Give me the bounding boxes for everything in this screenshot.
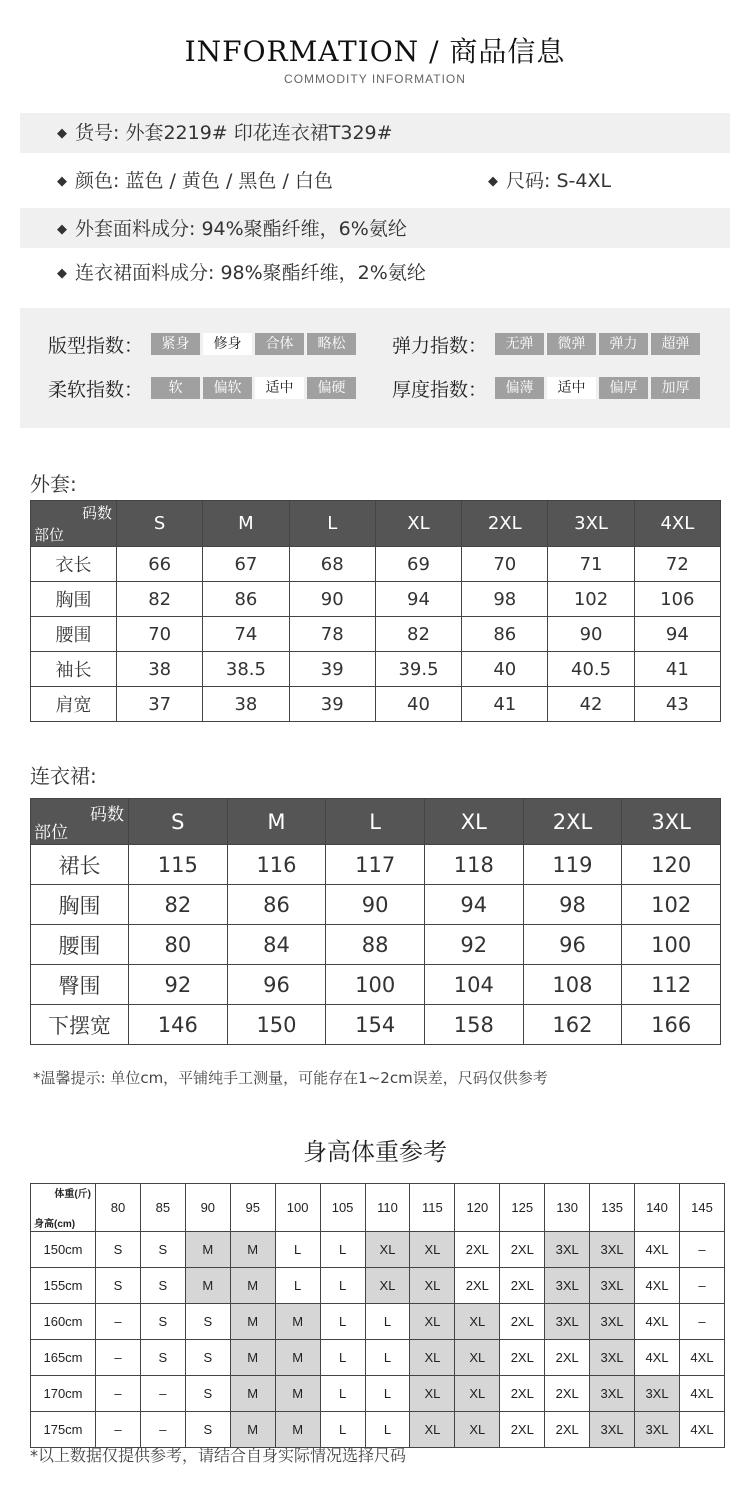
size-cell: L — [320, 1232, 365, 1268]
table-cell: 100 — [622, 925, 721, 965]
index-option: 偏薄 — [495, 377, 544, 399]
height-weight-table — [30, 1183, 725, 1448]
row-label: 裙长 — [31, 845, 129, 885]
size-cell: XL — [455, 1412, 500, 1448]
elasticity-index-options — [495, 333, 700, 355]
table-row — [31, 965, 721, 1005]
table-cell: 39 — [289, 652, 375, 687]
weight-header: 85 — [140, 1184, 185, 1232]
table-cell: 90 — [548, 617, 634, 652]
table-cell: 116 — [227, 845, 326, 885]
bullet-icon: ◆ — [488, 174, 498, 189]
table-cell: 108 — [523, 965, 622, 1005]
table-cell: 39.5 — [375, 652, 461, 687]
elasticity-index-label: 弹力指数： — [392, 335, 488, 357]
page-title: INFORMATION / 商品信息 — [184, 35, 566, 68]
row-label: 袖长 — [31, 652, 117, 687]
table-row — [31, 925, 721, 965]
size-cell: S — [96, 1268, 141, 1304]
table-cell: 86 — [227, 885, 326, 925]
bullet-icon: ◆ — [57, 266, 67, 281]
size-cell: M — [275, 1304, 320, 1340]
size-cell: S — [185, 1376, 230, 1412]
size-cell: – — [96, 1412, 141, 1448]
size-cell: L — [275, 1268, 320, 1304]
size-cell: L — [320, 1340, 365, 1376]
weight-header: 130 — [545, 1184, 590, 1232]
size-cell: – — [679, 1232, 724, 1268]
size-cell: M — [275, 1340, 320, 1376]
size-cell: XL — [410, 1304, 455, 1340]
size-cell: M — [230, 1340, 275, 1376]
table-cell: 94 — [375, 582, 461, 617]
height-label: 155cm — [31, 1268, 96, 1304]
table-cell: 40 — [375, 687, 461, 722]
table-cell: 40.5 — [548, 652, 634, 687]
table-cell: 38.5 — [203, 652, 289, 687]
item-number: ◆ 货号: 外套2219# 印花连衣裙T329# — [57, 122, 393, 144]
table-cell: 106 — [634, 582, 720, 617]
dress-fabric: ◆ 连衣裙面料成分: 98%聚酯纤维，2%氨纶 — [57, 262, 426, 284]
size-cell: M — [230, 1412, 275, 1448]
row-label: 胸围 — [31, 885, 129, 925]
table-cell: 74 — [203, 617, 289, 652]
table-cell: 94 — [424, 885, 523, 925]
table-corner — [31, 799, 129, 845]
table-cell: 120 — [622, 845, 721, 885]
size-cell: 2XL — [500, 1232, 545, 1268]
size-cell: XL — [410, 1376, 455, 1412]
size-header: 4XL — [634, 501, 720, 547]
index-option: 适中 — [547, 377, 596, 399]
table-cell: 69 — [375, 547, 461, 582]
table-cell: 96 — [523, 925, 622, 965]
size-cell: 3XL — [590, 1412, 635, 1448]
row-label: 胸围 — [31, 582, 117, 617]
row-label: 臀围 — [31, 965, 129, 1005]
size-cell: XL — [365, 1232, 410, 1268]
size-cell: XL — [410, 1232, 455, 1268]
index-option: 适中 — [255, 377, 304, 399]
size-range: ◆ 尺码: S-4XL — [488, 170, 612, 192]
table-row — [31, 617, 721, 652]
size-cell: XL — [410, 1412, 455, 1448]
index-option: 紧身 — [151, 333, 200, 355]
size-cell: XL — [410, 1268, 455, 1304]
size-cell: 2XL — [545, 1376, 590, 1412]
size-cell: M — [230, 1268, 275, 1304]
size-cell: M — [185, 1232, 230, 1268]
table-cell: 82 — [129, 885, 228, 925]
size-cell: 3XL — [635, 1376, 680, 1412]
row-label: 衣长 — [31, 547, 117, 582]
size-cell: L — [320, 1376, 365, 1412]
size-cell: 3XL — [590, 1376, 635, 1412]
size-cell: 2XL — [455, 1232, 500, 1268]
corner-size-label: 码数 — [81, 504, 112, 522]
size-header: 2XL — [523, 799, 622, 845]
table-cell: 80 — [129, 925, 228, 965]
size-header: XL — [424, 799, 523, 845]
table-cell: 158 — [424, 1005, 523, 1045]
size-cell: – — [140, 1412, 185, 1448]
table-cell: 42 — [548, 687, 634, 722]
table-cell: 162 — [523, 1005, 622, 1045]
size-cell: 3XL — [590, 1232, 635, 1268]
size-header: M — [203, 501, 289, 547]
softness-index-options — [151, 377, 356, 399]
index-option: 合体 — [255, 333, 304, 355]
size-cell: M — [275, 1412, 320, 1448]
bullet-icon: ◆ — [57, 222, 67, 237]
table-cell: 38 — [203, 687, 289, 722]
size-cell: 2XL — [500, 1304, 545, 1340]
size-cell: 2XL — [455, 1268, 500, 1304]
size-cell: L — [275, 1232, 320, 1268]
size-cell: XL — [455, 1304, 500, 1340]
size-cell: 3XL — [590, 1304, 635, 1340]
size-cell: M — [230, 1304, 275, 1340]
table-cell: 38 — [117, 652, 203, 687]
thickness-index-options — [495, 377, 700, 399]
size-cell: XL — [365, 1268, 410, 1304]
table-cell: 67 — [203, 547, 289, 582]
size-cell: S — [96, 1232, 141, 1268]
table-cell: 90 — [289, 582, 375, 617]
table-cell: 146 — [129, 1005, 228, 1045]
size-cell: 3XL — [545, 1232, 590, 1268]
size-header: L — [289, 501, 375, 547]
corner-part-label: 部位 — [34, 526, 65, 544]
table-cell: 70 — [117, 617, 203, 652]
weight-header: 105 — [320, 1184, 365, 1232]
table-corner — [31, 501, 117, 547]
weight-header: 110 — [365, 1184, 410, 1232]
size-cell: 3XL — [545, 1304, 590, 1340]
table-cell: 37 — [117, 687, 203, 722]
table-cell: 68 — [289, 547, 375, 582]
size-cell: 4XL — [679, 1340, 724, 1376]
index-option: 无弹 — [495, 333, 544, 355]
table-corner — [31, 1184, 96, 1232]
size-header: S — [129, 799, 228, 845]
size-header: XL — [375, 501, 461, 547]
index-option: 超弹 — [651, 333, 700, 355]
size-header: 3XL — [622, 799, 721, 845]
corner-weight-label: 体重(斤) — [54, 1189, 91, 1200]
size-cell: 2XL — [500, 1412, 545, 1448]
measure-note: *温馨提示: 单位cm，平铺纯手工测量，可能存在1~2cm误差，尺码仅供参考 — [33, 1069, 548, 1087]
coat-fabric: ◆ 外套面料成分: 94%聚酯纤维，6%氨纶 — [57, 218, 407, 240]
size-cell: 3XL — [590, 1340, 635, 1376]
size-header: S — [117, 501, 203, 547]
size-cell: S — [140, 1232, 185, 1268]
size-cell: – — [140, 1376, 185, 1412]
table-cell: 86 — [462, 617, 548, 652]
weight-header: 100 — [275, 1184, 320, 1232]
size-cell: 4XL — [679, 1376, 724, 1412]
size-cell: M — [185, 1268, 230, 1304]
row-label: 下摆宽 — [31, 1005, 129, 1045]
bottom-note: *以上数据仅提供参考，请结合自身实际情况选择尺码 — [30, 1446, 407, 1465]
size-cell: L — [320, 1412, 365, 1448]
dress-size-table — [30, 798, 721, 1045]
size-cell: – — [679, 1268, 724, 1304]
table-cell: 154 — [326, 1005, 425, 1045]
index-option: 偏软 — [203, 377, 252, 399]
page-subtitle: COMMODITY INFORMATION — [284, 72, 466, 86]
size-cell: S — [185, 1304, 230, 1340]
index-option: 加厚 — [651, 377, 700, 399]
coat-size-table — [30, 500, 721, 722]
size-cell: S — [140, 1340, 185, 1376]
table-cell: 82 — [117, 582, 203, 617]
table-row — [31, 652, 721, 687]
table-row — [31, 582, 721, 617]
table-cell: 166 — [622, 1005, 721, 1045]
size-cell: S — [140, 1268, 185, 1304]
size-cell: M — [275, 1376, 320, 1412]
table-cell: 117 — [326, 845, 425, 885]
size-cell: M — [230, 1232, 275, 1268]
size-cell: 2XL — [500, 1268, 545, 1304]
size-cell: S — [185, 1340, 230, 1376]
size-cell: – — [96, 1340, 141, 1376]
table-cell: 43 — [634, 687, 720, 722]
row-label: 腰围 — [31, 925, 129, 965]
table-cell: 102 — [622, 885, 721, 925]
attribute-panel — [20, 308, 730, 428]
index-option: 微弹 — [547, 333, 596, 355]
table-cell: 100 — [326, 965, 425, 1005]
table-cell: 118 — [424, 845, 523, 885]
row-label: 肩宽 — [31, 687, 117, 722]
size-header: 2XL — [462, 501, 548, 547]
size-header: M — [227, 799, 326, 845]
table-cell: 82 — [375, 617, 461, 652]
table-row — [31, 1268, 725, 1304]
table-cell: 102 — [548, 582, 634, 617]
size-cell: S — [185, 1412, 230, 1448]
height-label: 175cm — [31, 1412, 96, 1448]
size-cell: L — [365, 1340, 410, 1376]
size-cell: 4XL — [635, 1232, 680, 1268]
index-option: 软 — [151, 377, 200, 399]
table-cell: 86 — [203, 582, 289, 617]
size-cell: S — [140, 1304, 185, 1340]
table-cell: 41 — [634, 652, 720, 687]
index-option: 弹力 — [599, 333, 648, 355]
table-row — [31, 1232, 725, 1268]
table-row — [31, 1340, 725, 1376]
size-cell: 3XL — [545, 1268, 590, 1304]
table-cell: 41 — [462, 687, 548, 722]
table-cell: 98 — [523, 885, 622, 925]
weight-header: 135 — [590, 1184, 635, 1232]
corner-size-label: 码数 — [90, 805, 124, 825]
weight-header: 120 — [455, 1184, 500, 1232]
bullet-icon: ◆ — [57, 126, 67, 141]
height-label: 165cm — [31, 1340, 96, 1376]
table-cell: 112 — [622, 965, 721, 1005]
weight-header: 115 — [410, 1184, 455, 1232]
size-cell: 3XL — [590, 1268, 635, 1304]
table-row — [31, 1376, 725, 1412]
size-cell: 2XL — [545, 1340, 590, 1376]
size-header: L — [326, 799, 425, 845]
table-cell: 119 — [523, 845, 622, 885]
table-cell: 71 — [548, 547, 634, 582]
size-cell: 4XL — [635, 1340, 680, 1376]
thickness-index-label: 厚度指数： — [392, 379, 488, 401]
table-cell: 115 — [129, 845, 228, 885]
size-cell: XL — [455, 1376, 500, 1412]
size-cell: 2XL — [500, 1376, 545, 1412]
index-option: 修身 — [203, 333, 252, 355]
size-cell: – — [679, 1304, 724, 1340]
table-cell: 40 — [462, 652, 548, 687]
index-option: 略松 — [307, 333, 356, 355]
weight-header: 95 — [230, 1184, 275, 1232]
table-row — [31, 845, 721, 885]
height-label: 170cm — [31, 1376, 96, 1412]
table-cell: 72 — [634, 547, 720, 582]
weight-header: 90 — [185, 1184, 230, 1232]
size-header: 3XL — [548, 501, 634, 547]
size-cell: – — [96, 1376, 141, 1412]
fit-index-label: 版型指数： — [48, 335, 144, 357]
table-cell: 92 — [424, 925, 523, 965]
corner-height-label: 身高(cm) — [34, 1219, 76, 1230]
size-cell: L — [320, 1268, 365, 1304]
table-row — [31, 885, 721, 925]
size-cell: 2XL — [545, 1412, 590, 1448]
row-label: 腰围 — [31, 617, 117, 652]
size-cell: M — [230, 1376, 275, 1412]
table-cell: 66 — [117, 547, 203, 582]
bullet-icon: ◆ — [57, 174, 67, 189]
size-cell: 2XL — [500, 1340, 545, 1376]
size-cell: XL — [410, 1340, 455, 1376]
weight-header: 145 — [679, 1184, 724, 1232]
weight-header: 125 — [500, 1184, 545, 1232]
reference-title: 身高体重参考 — [303, 1138, 447, 1166]
color-info: ◆ 颜色: 蓝色 / 黄色 / 黑色 / 白色 — [57, 170, 333, 192]
table-cell: 150 — [227, 1005, 326, 1045]
table-cell: 90 — [326, 885, 425, 925]
table-cell: 88 — [326, 925, 425, 965]
table-cell: 98 — [462, 582, 548, 617]
size-cell: L — [365, 1376, 410, 1412]
coat-section-title: 外套: — [30, 472, 77, 496]
corner-part-label: 部位 — [34, 823, 68, 843]
size-cell: 4XL — [679, 1412, 724, 1448]
softness-index-label: 柔软指数： — [48, 379, 144, 401]
table-cell: 84 — [227, 925, 326, 965]
size-cell: 4XL — [635, 1268, 680, 1304]
table-cell: 96 — [227, 965, 326, 1005]
weight-header: 80 — [96, 1184, 141, 1232]
table-cell: 39 — [289, 687, 375, 722]
table-row — [31, 1304, 725, 1340]
height-label: 150cm — [31, 1232, 96, 1268]
size-cell: 4XL — [635, 1304, 680, 1340]
table-cell: 70 — [462, 547, 548, 582]
dress-section-title: 连衣裙: — [30, 764, 97, 788]
table-row — [31, 687, 721, 722]
index-option: 偏厚 — [599, 377, 648, 399]
size-cell: XL — [455, 1340, 500, 1376]
index-option: 偏硬 — [307, 377, 356, 399]
fit-index-options — [151, 333, 356, 355]
table-cell: 104 — [424, 965, 523, 1005]
height-label: 160cm — [31, 1304, 96, 1340]
table-cell: 94 — [634, 617, 720, 652]
table-cell: 78 — [289, 617, 375, 652]
size-cell: – — [96, 1304, 141, 1340]
size-cell: 3XL — [635, 1412, 680, 1448]
size-cell: L — [320, 1304, 365, 1340]
weight-header: 140 — [635, 1184, 680, 1232]
table-cell: 92 — [129, 965, 228, 1005]
size-cell: L — [365, 1304, 410, 1340]
size-cell: L — [365, 1412, 410, 1448]
table-row — [31, 1005, 721, 1045]
table-row — [31, 547, 721, 582]
